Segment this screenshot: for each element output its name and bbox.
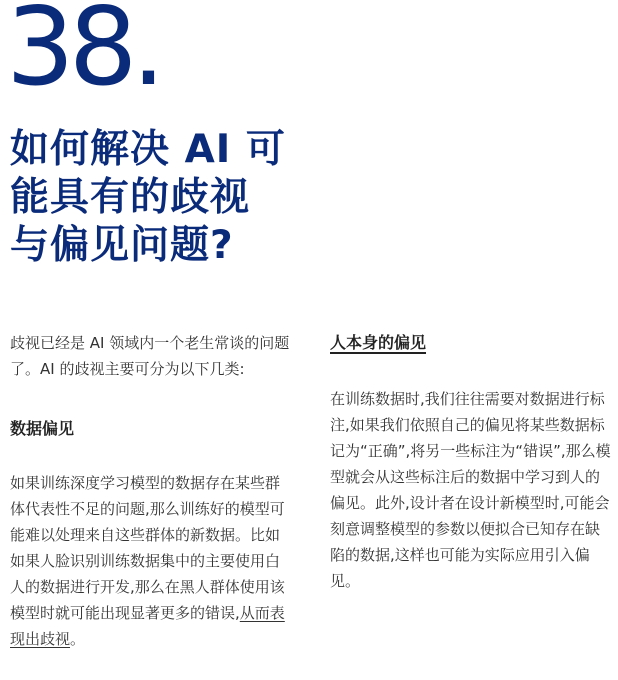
title-line: 如何解决 AI 可 [10, 127, 286, 172]
data-bias-text: 如果训练深度学习模型的数据存在某些群体代表性不足的问题,那么训练好的模型可能难以处理来自这些群体的新数据。比如如果人脸识别训练数据集中的主要使用白人的数据进行开发,那么在黑人群体使用该模型时就可能出现显著更多的错误, [10, 474, 285, 622]
title-line: 与偏见问题? [10, 223, 234, 268]
discrimination-link[interactable]: 从而表现出歧视 [10, 604, 285, 648]
data-bias-end: 。 [70, 630, 86, 648]
right-column [330, 330, 612, 594]
section-heading-human-bias: 人本身的偏见 [330, 333, 427, 352]
question-title [10, 126, 310, 270]
intro-paragraph: 歧视已经是 AI 领域内一个老生常谈的问题了。AI 的歧视主要可分为以下几类: [10, 334, 290, 378]
question-number: 38. [6, 0, 160, 110]
human-bias-paragraph: 在训练数据时,我们往往需要对数据进行标注,如果我们依照自己的偏见将某些数据标记为“正确”,将另一些标注为“错误”,那么模型就会从这些标注后的数据中学习到人的偏见。此外,设计者在设计新模型时,可能会刻意调整模型的参数以便拟合已知存在缺陷的数据,这样也可能为实际应用引入偏见。 [330, 390, 611, 590]
left-column [10, 330, 292, 652]
section-heading-data-bias: 数据偏见 [10, 419, 75, 438]
title-line: 能具有的歧视 [10, 175, 251, 220]
data-bias-paragraph [10, 470, 292, 652]
